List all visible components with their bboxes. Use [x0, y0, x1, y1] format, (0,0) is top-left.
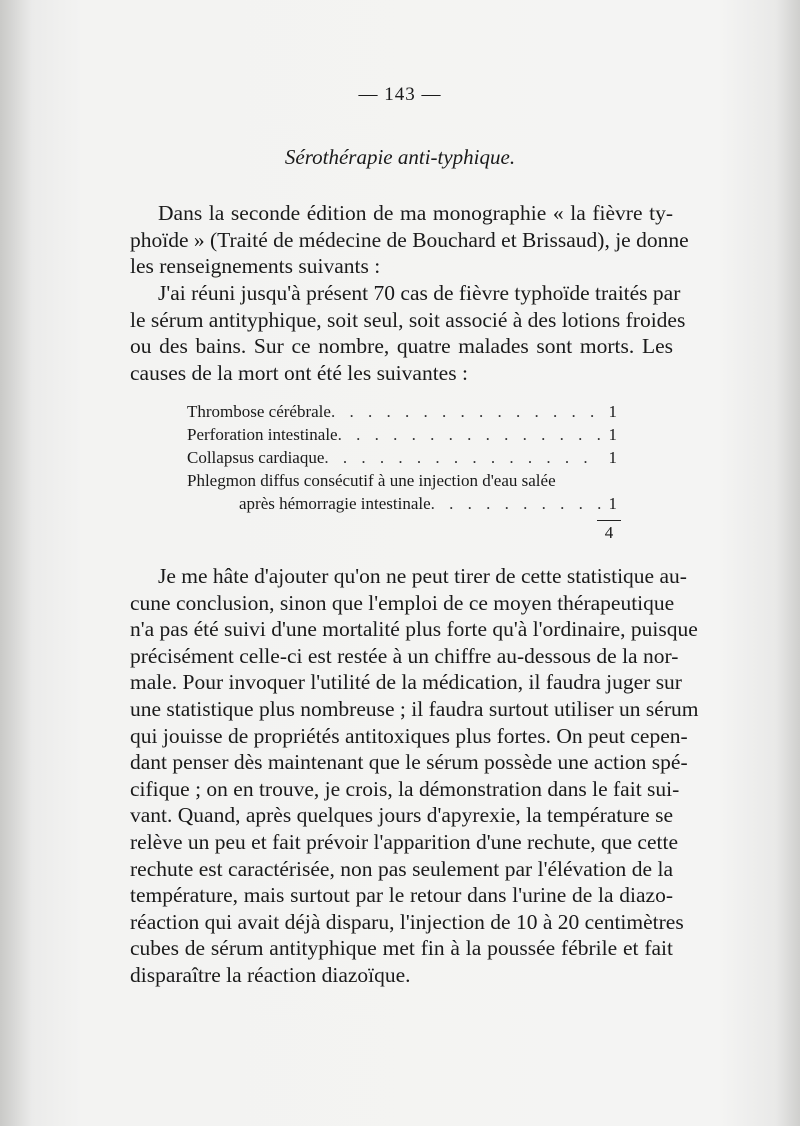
page-number: — 143 —: [358, 84, 442, 105]
paragraph-line: rechute est caractérisée, non pas seulement par l'élévation de la: [130, 856, 673, 881]
cause-count: 1: [608, 448, 617, 467]
section-title: Sérothérapie anti-typhique.: [284, 145, 516, 169]
cause-row: [187, 446, 617, 469]
paragraph-line: cifique ; on en trouve, je crois, la démonstration dans le fait sui-: [130, 776, 680, 801]
paragraph-line: précisément celle-ci est restée à un chiffre au-dessous de la nor-: [130, 643, 679, 668]
paragraph-line: les renseignements suivants :: [130, 254, 381, 279]
causes-of-death-list: [187, 400, 617, 515]
paragraph-line: le sérum antityphique, soit seul, soit associé à des lotions froides: [130, 307, 686, 332]
cause-row: [187, 492, 617, 515]
paragraph-line: dant penser dès maintenant que le sérum possède une action spé-: [130, 750, 688, 775]
leader-dots: [338, 423, 603, 446]
paragraph-line: Je me hâte d'ajouter qu'on ne peut tirer de cette statistique au-: [158, 564, 687, 588]
cause-count: 1: [608, 402, 617, 421]
paragraph-line: J'ai réuni jusqu'à présent 70 cas de fièvre typhoïde traités par: [158, 281, 681, 305]
paragraph-intro: [130, 200, 689, 280]
paragraph-conclusion: [130, 563, 699, 989]
paragraph-line: causes de la mort ont été les suivantes :: [130, 360, 468, 385]
leader-dots: [331, 400, 603, 423]
leader-dots: [324, 446, 603, 469]
cause-count: 1: [608, 425, 617, 444]
paragraph-line: n'a pas été suivi d'une mortalité plus forte qu'à l'ordinaire, puisque: [130, 617, 698, 642]
paragraph-line: ou des bains. Sur ce nombre, quatre malades sont morts. Les: [130, 334, 673, 359]
paragraph-line: réaction qui avait déjà disparu, l'injection de 10 à 20 centimètres: [130, 909, 684, 934]
cause-count: 1: [608, 494, 617, 513]
paragraph-line: male. Pour invoquer l'utilité de la médication, il faudra juger sur: [130, 670, 682, 695]
paragraph-line: relève un peu et fait prévoir l'apparition d'une rechute, que cette: [130, 829, 678, 854]
paragraph-line: une statistique plus nombreuse ; il faudra surtout utiliser un sérum: [130, 696, 699, 721]
cause-label: après hémorragie intestinale: [239, 494, 431, 513]
paragraph-line: cubes de sérum antityphique met fin à la poussée fébrile et fait: [130, 936, 673, 961]
paragraph-line: disparaître la réaction diazoïque.: [130, 962, 411, 987]
cause-label: Perforation intestinale: [187, 425, 338, 444]
paragraph-line: Dans la seconde édition de ma monographie « la fièvre ty-: [158, 201, 673, 225]
causes-total: 4: [604, 523, 614, 542]
cause-label: Phlegmon diffus consécutif à une injection d'eau salée: [187, 471, 556, 490]
cause-label: Collapsus cardiaque: [187, 448, 325, 467]
cause-label: Thrombose cérébrale: [187, 402, 331, 421]
cause-row: [187, 423, 617, 446]
sum-rule: [597, 520, 621, 521]
paragraph-line: phoïde » (Traité de médecine de Bouchard et Brissaud), je donne: [130, 227, 689, 252]
paragraph-line: qui jouisse de propriétés antitoxiques plus fortes. On peut cepen-: [130, 723, 688, 748]
paragraph-line: vant. Quand, après quelques jours d'apyrexie, la température se: [130, 803, 673, 828]
paragraph-quote: [130, 280, 686, 386]
paragraph-line: cune conclusion, sinon que l'emploi de ce moyen thérapeutique: [130, 590, 675, 615]
cause-row: [187, 400, 617, 423]
leader-dots: [431, 492, 603, 515]
paragraph-line: température, mais surtout par le retour dans l'urine de la diazo-: [130, 883, 673, 908]
